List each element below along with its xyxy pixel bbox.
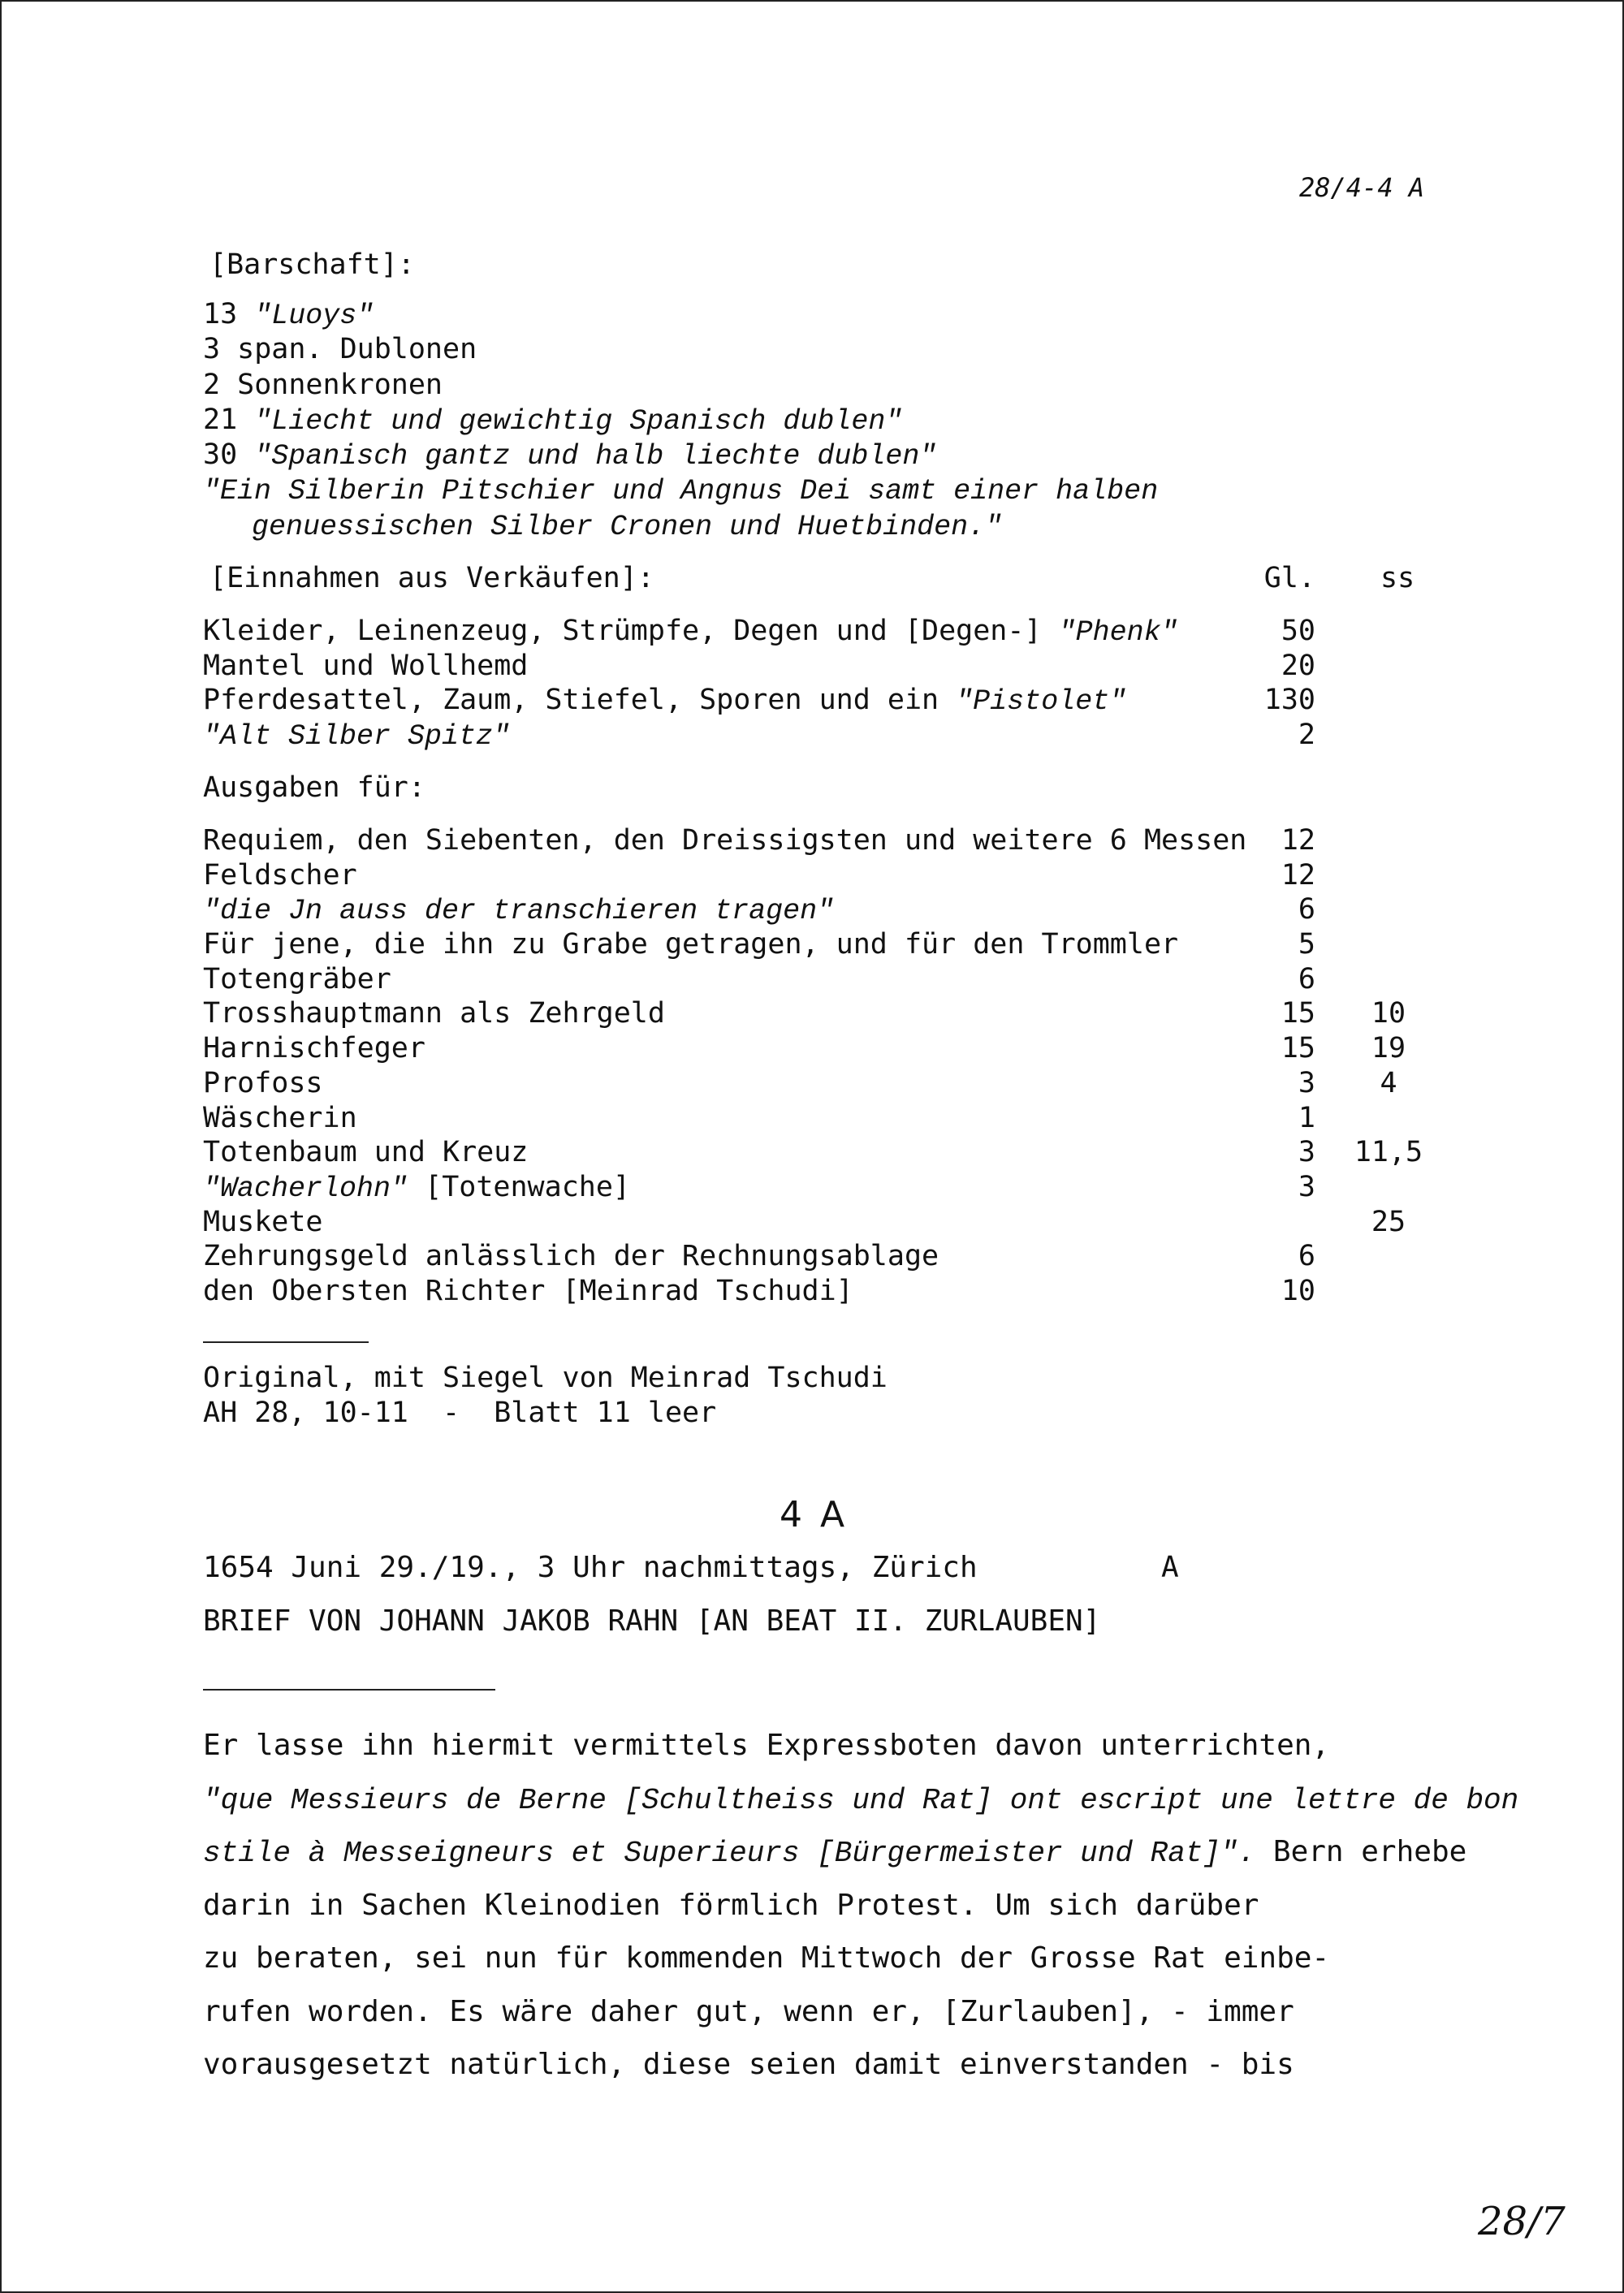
- row-label: Requiem, den Siebenten, den Dreissigsten und weitere 6 Messen: [203, 824, 1247, 857]
- barschaft-item: [203, 438, 1158, 473]
- amount-gulden: 6: [1298, 893, 1315, 926]
- paragraph-line: [203, 1826, 1470, 1880]
- amount-schilling: 19: [1371, 1032, 1406, 1065]
- barschaft-item: [203, 508, 1158, 543]
- amount-gulden: 12: [1281, 824, 1315, 857]
- row-label: Trosshauptmann als Zehrgeld: [203, 997, 665, 1030]
- summary-paragraph: [203, 1720, 1519, 2092]
- row-label: Für jene, die ihn zu Grabe getragen, und für den Trommler: [203, 928, 1179, 961]
- row-quote: "Phenk": [1058, 616, 1178, 649]
- barschaft-item: [203, 473, 1158, 507]
- amount-schilling: 4: [1380, 1066, 1397, 1099]
- document-date-line: 1654 Juni 29./19., 3 Uhr nachmittags, Zürich: [203, 1551, 978, 1584]
- document-title: BRIEF VON JOHANN JAKOB RAHN [AN BEAT II. ZURLAUBEN]: [203, 1604, 1101, 1638]
- paragraph-text-suffix: Bern erhebe: [1255, 1835, 1467, 1868]
- paragraph-quote: stile à Messeigneurs et Superieurs [Bürgermeister und Rat]".: [203, 1837, 1256, 1870]
- amount-gulden: 5: [1298, 928, 1315, 961]
- row-label: Wäscherin: [203, 1101, 357, 1134]
- item-text: 3 span. Dublonen: [203, 333, 477, 366]
- table-row: [203, 718, 1502, 753]
- amount-gulden: 3: [1298, 1136, 1315, 1169]
- einnahmen-heading: [Einnahmen aus Verkäufen]:: [209, 562, 654, 594]
- paragraph-line: [203, 1986, 1470, 2040]
- amount-gulden: 3: [1298, 1066, 1315, 1099]
- barschaft-list: [203, 297, 1158, 543]
- barschaft-item: [203, 332, 1158, 367]
- amount-gulden: 3: [1298, 1170, 1315, 1203]
- amount-gulden: 15: [1281, 997, 1315, 1030]
- handwritten-folio-number: 28/7: [1478, 2199, 1566, 2244]
- source-note-line-1: Original, mit Siegel von Meinrad Tschudi: [203, 1362, 888, 1394]
- barschaft-item: [203, 403, 1158, 438]
- barschaft-item: [203, 368, 1158, 403]
- amount-gulden: 50: [1281, 615, 1315, 647]
- table-row: [203, 927, 1502, 962]
- table-row: [203, 1066, 1502, 1101]
- item-quote: "Spanisch gantz und halb liechte dublen": [254, 440, 937, 473]
- column-header-gulden: Gl.: [1263, 562, 1315, 594]
- row-label: Mantel und Wollhemd: [203, 649, 529, 682]
- amount-schilling: 11,5: [1354, 1136, 1423, 1169]
- amount-gulden: 2: [1298, 719, 1315, 752]
- item-text: 21: [203, 403, 255, 436]
- paragraph-line: [203, 2039, 1470, 2092]
- paragraph-text: zu beraten, sei nun für kommenden Mittwoch der Grosse Rat einbe-: [203, 1941, 1330, 1975]
- table-row: [203, 1239, 1502, 1274]
- amount-gulden: 6: [1298, 1240, 1315, 1273]
- row-label: Kleider, Leinenzeug, Strümpfe, Degen und [Degen-]: [203, 615, 1059, 647]
- table-row: [203, 858, 1502, 893]
- row-label: Feldscher: [203, 858, 357, 892]
- table-row: [203, 1031, 1502, 1066]
- table-row: [203, 823, 1502, 858]
- amount-schilling: 25: [1371, 1205, 1406, 1238]
- amount-gulden: 6: [1298, 962, 1315, 995]
- item-text: 30: [203, 438, 255, 472]
- table-row: [203, 1170, 1502, 1205]
- row-label: Harnischfeger: [203, 1032, 425, 1065]
- table-row: [203, 1135, 1502, 1170]
- item-quote: "Luoys": [254, 300, 374, 332]
- page-reference: 28/4-4 A: [1299, 172, 1425, 203]
- paragraph-text: vorausgesetzt natürlich, diese seien damit einverstanden - bis: [203, 2048, 1294, 2081]
- item-quote: "Ein Silberin Pitschier und Angnus Dei samt einer halben: [203, 475, 1159, 508]
- ausgaben-table: [203, 823, 1502, 1309]
- table-row: [203, 649, 1502, 684]
- table-row: [203, 892, 1502, 927]
- paragraph-text: darin in Sachen Kleinodien förmlich Protest. Um sich darüber: [203, 1888, 1259, 1922]
- item-quote: "Liecht und gewichtig Spanisch dublen": [254, 404, 903, 438]
- paragraph-line: [203, 1932, 1470, 1986]
- table-row: [203, 962, 1502, 997]
- title-rule: [203, 1689, 495, 1691]
- amount-gulden: 130: [1263, 684, 1315, 717]
- row-label: Muskete: [203, 1205, 323, 1238]
- footnote-rule: [203, 1341, 369, 1343]
- paragraph-text: rufen worden. Es wäre daher gut, wenn er, [Zurlauben], - immer: [203, 1994, 1294, 2028]
- amount-gulden: 20: [1281, 649, 1315, 682]
- einnahmen-table: [203, 614, 1502, 753]
- amount-gulden: 1: [1298, 1101, 1315, 1134]
- paragraph-text: Er lasse ihn hiermit vermittels Expressboten davon unterrichten,: [203, 1729, 1330, 1762]
- paragraph-quote: "que Messieurs de Berne [Schultheiss und Rat] ont escript une lettre de bon: [203, 1783, 1519, 1817]
- table-row: [203, 614, 1502, 649]
- item-quote: genuessischen Silber Cronen und Huetbinden.": [252, 510, 1003, 543]
- table-row: [203, 1101, 1502, 1136]
- amount-gulden: 10: [1281, 1274, 1315, 1307]
- row-quote: "Alt Silber Spitz": [203, 720, 511, 754]
- row-label: Profoss: [203, 1066, 323, 1099]
- row-label-suffix: [Totenwache]: [408, 1170, 630, 1203]
- amount-schilling: 10: [1371, 997, 1406, 1030]
- table-row: [203, 1274, 1502, 1309]
- table-row: [203, 996, 1502, 1031]
- row-label: Pferdesattel, Zaum, Stiefel, Sporen und ein: [203, 684, 957, 717]
- barschaft-heading: [Barschaft]:: [209, 248, 415, 281]
- row-label: Zehrungsgeld anlässlich der Rechnungsablage: [203, 1240, 939, 1273]
- amount-gulden: 12: [1281, 858, 1315, 892]
- barschaft-item: [203, 297, 1158, 332]
- row-quote: "die Jn auss der transchieren tragen": [203, 895, 835, 928]
- paragraph-line: [203, 1720, 1470, 1773]
- ausgaben-heading: Ausgaben für:: [203, 771, 425, 804]
- paragraph-line: [203, 1773, 1519, 1827]
- table-row: [203, 1205, 1502, 1240]
- document-number: 4 A: [780, 1494, 849, 1535]
- row-label: den Obersten Richter [Meinrad Tschudi]: [203, 1274, 853, 1307]
- column-header-schilling: ss: [1380, 562, 1415, 594]
- table-row: [203, 683, 1502, 718]
- source-note-line-2: AH 28, 10-11 - Blatt 11 leer: [203, 1397, 717, 1429]
- paragraph-line: [203, 1880, 1470, 1933]
- row-label: Totengräber: [203, 962, 391, 995]
- row-label: Totenbaum und Kreuz: [203, 1136, 529, 1169]
- item-text: 13: [203, 298, 255, 330]
- row-quote: "Pistolet": [956, 685, 1127, 719]
- item-text: 2 Sonnenkronen: [203, 368, 443, 401]
- row-quote: "Wacherlohn": [203, 1172, 408, 1205]
- amount-gulden: 15: [1281, 1032, 1315, 1065]
- document-date-tag: A: [1161, 1551, 1179, 1584]
